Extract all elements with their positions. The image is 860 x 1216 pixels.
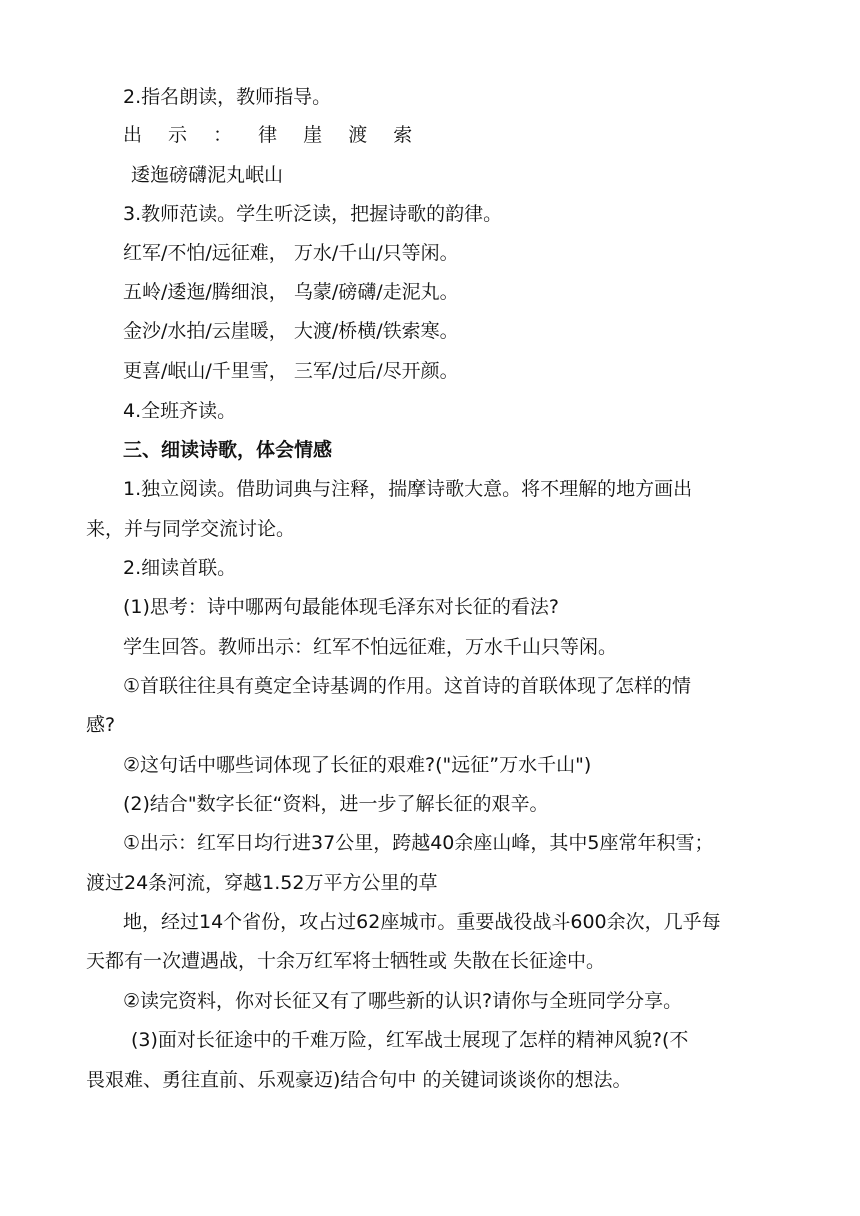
poem-line-2: 五岭/逶迤/腾细浪， 乌蒙/磅礴/走泥丸。 xyxy=(123,281,459,303)
paragraph-1-line-1: 1.独立阅读。借助词典与注释，揣摩诗歌大意。将不理解的地方画出 xyxy=(123,478,693,500)
paragraph-4-line-1: (3)面对长征途中的千难万险，红军战士展现了怎样的精神风貌?(不 xyxy=(131,1029,689,1051)
poem-line-1: 红军/不怕/远征难， 万水/千山/只等闲。 xyxy=(123,242,459,264)
text-line-2: 出 示 ： 律 崖 渡 索 xyxy=(123,124,423,146)
text-line-15: 学生回答。教师出示：红军不怕远征难，万水千山只等闲。 xyxy=(123,636,618,658)
poem-line-4: 更喜/岷山/千里雪， 三军/过后/尽开颜。 xyxy=(123,360,459,382)
paragraph-4-line-2: 畏艰难、勇往直前、乐观豪迈)结合句中 的关键词谈谈你的想法。 xyxy=(86,1069,632,1091)
text-line-18: ②这句话中哪些词体现了长征的艰难?("远征”万水千山") xyxy=(123,754,592,776)
paragraph-1-line-2: 来，并与同学交流讨论。 xyxy=(86,518,296,540)
paragraph-2-line-1: ①首联往往具有奠定全诗基调的作用。这首诗的首联体现了怎样的情 xyxy=(123,675,692,697)
text-line-1: 2.指名朗读，教师指导。 xyxy=(123,86,332,108)
paragraph-3-line-3: 地，经过14个省份，攻占过62座城市。重要战役战斗600余次，几乎每 xyxy=(123,911,721,933)
paragraph-3-line-2: 渡过24条河流，穿越1.52万平方公里的草 xyxy=(86,872,438,894)
section-heading: 三、细读诗歌，体会情感 xyxy=(123,439,333,461)
text-line-19: (2)结合"数字长征“资料，进一步了解长征的艰辛。 xyxy=(123,793,549,815)
text-line-13: 2.细读首联。 xyxy=(123,557,237,579)
text-line-3: 逶迤磅礴泥丸岷山 xyxy=(131,164,284,186)
text-line-24: ②读完资料，你对长征又有了哪些新的认识?请你与全班同学分享。 xyxy=(123,990,683,1012)
text-line-9: 4.全班齐读。 xyxy=(123,400,237,422)
text-line-14: (1)思考：诗中哪两句最能体现毛泽东对长征的看法? xyxy=(123,596,559,618)
paragraph-3-line-1: ①出示：红军日均行进37公里，跨越40余座山峰，其中5座常年积雪； xyxy=(123,832,714,854)
poem-line-3: 金沙/水拍/云崖暖， 大渡/桥横/铁索寒。 xyxy=(123,320,459,342)
paragraph-3-line-4: 天都有一次遭遇战，十余万红军将士牺牲或 失散在长征途中。 xyxy=(86,950,606,972)
paragraph-2-line-2: 感? xyxy=(86,714,116,736)
text-line-4: 3.教师范读。学生听泛读，把握诗歌的韵律。 xyxy=(123,203,503,225)
